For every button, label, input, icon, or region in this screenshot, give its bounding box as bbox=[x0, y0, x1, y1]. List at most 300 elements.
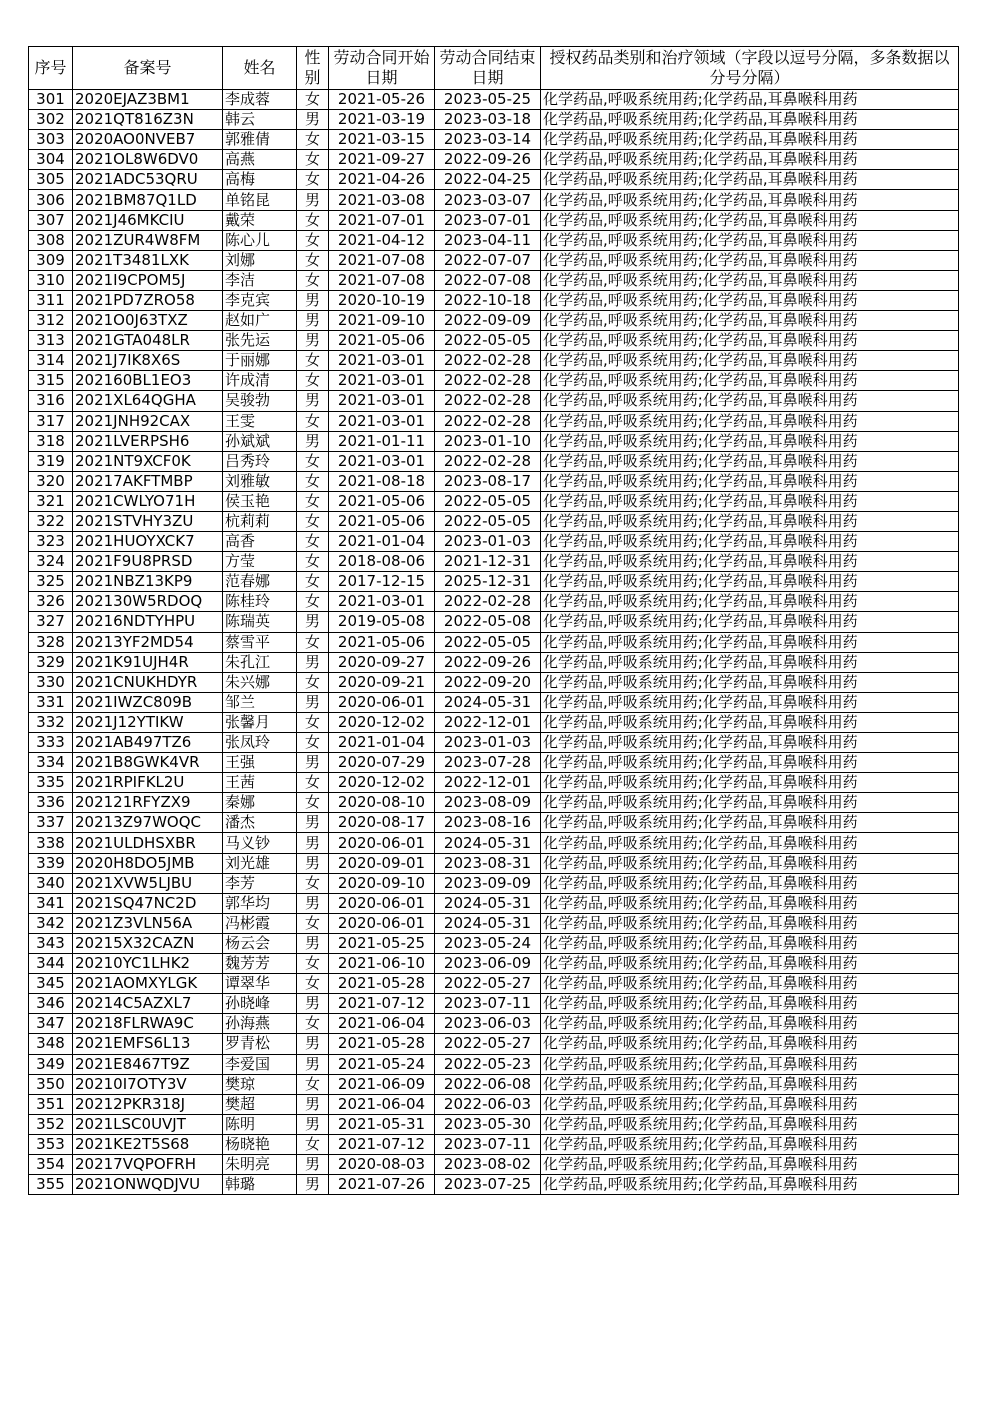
cell-drug-domain: 化学药品,呼吸系统用药;化学药品,耳鼻喉科用药 bbox=[541, 813, 959, 833]
cell-contract-start: 2020-07-29 bbox=[329, 753, 435, 773]
cell-record-id: 2021T3481LXK bbox=[73, 250, 223, 270]
cell-contract-end: 2024-05-31 bbox=[435, 692, 541, 712]
cell-name: 冯彬霞 bbox=[223, 913, 297, 933]
cell-contract-end: 2022-02-28 bbox=[435, 351, 541, 371]
cell-name: 赵如广 bbox=[223, 311, 297, 331]
table-row bbox=[29, 190, 959, 210]
cell-no: 343 bbox=[29, 933, 73, 953]
cell-gender: 男 bbox=[297, 893, 329, 913]
cell-contract-start: 2021-06-09 bbox=[329, 1074, 435, 1094]
cell-contract-start: 2020-09-10 bbox=[329, 873, 435, 893]
cell-name: 李洁 bbox=[223, 270, 297, 290]
cell-contract-start: 2021-05-28 bbox=[329, 974, 435, 994]
cell-gender: 男 bbox=[297, 1034, 329, 1054]
cell-contract-end: 2022-12-01 bbox=[435, 712, 541, 732]
cell-record-id: 2021CNUKHDYR bbox=[73, 672, 223, 692]
cell-drug-domain: 化学药品,呼吸系统用药;化学药品,耳鼻喉科用药 bbox=[541, 994, 959, 1014]
table-row bbox=[29, 753, 959, 773]
cell-name: 孙斌斌 bbox=[223, 431, 297, 451]
cell-gender: 女 bbox=[297, 150, 329, 170]
cell-drug-domain: 化学药品,呼吸系统用药;化学药品,耳鼻喉科用药 bbox=[541, 190, 959, 210]
cell-drug-domain: 化学药品,呼吸系统用药;化学药品,耳鼻喉科用药 bbox=[541, 331, 959, 351]
cell-contract-end: 2022-02-28 bbox=[435, 411, 541, 431]
cell-record-id: 2021GTA048LR bbox=[73, 331, 223, 351]
cell-no: 354 bbox=[29, 1154, 73, 1174]
cell-name: 李芳 bbox=[223, 873, 297, 893]
cell-record-id: 202160BL1EO3 bbox=[73, 371, 223, 391]
cell-contract-start: 2019-05-08 bbox=[329, 612, 435, 632]
cell-contract-end: 2022-05-05 bbox=[435, 511, 541, 531]
cell-no: 309 bbox=[29, 250, 73, 270]
cell-contract-start: 2020-09-01 bbox=[329, 853, 435, 873]
cell-gender: 男 bbox=[297, 1154, 329, 1174]
cell-contract-start: 2020-06-01 bbox=[329, 833, 435, 853]
cell-name: 方莹 bbox=[223, 552, 297, 572]
cell-drug-domain: 化学药品,呼吸系统用药;化学药品,耳鼻喉科用药 bbox=[541, 572, 959, 592]
cell-record-id: 2021E8467T9Z bbox=[73, 1054, 223, 1074]
cell-name: 李爱国 bbox=[223, 1054, 297, 1074]
cell-no: 338 bbox=[29, 833, 73, 853]
cell-contract-end: 2023-07-28 bbox=[435, 753, 541, 773]
cell-record-id: 2020AO0NVEB7 bbox=[73, 130, 223, 150]
cell-contract-end: 2023-07-01 bbox=[435, 210, 541, 230]
cell-gender: 男 bbox=[297, 652, 329, 672]
cell-no: 307 bbox=[29, 210, 73, 230]
cell-gender: 女 bbox=[297, 451, 329, 471]
table-row bbox=[29, 873, 959, 893]
cell-record-id: 2021J46MKCIU bbox=[73, 210, 223, 230]
cell-name: 马义钞 bbox=[223, 833, 297, 853]
cell-contract-start: 2021-03-01 bbox=[329, 451, 435, 471]
cell-record-id: 2020EJAZ3BM1 bbox=[73, 90, 223, 110]
cell-contract-end: 2024-05-31 bbox=[435, 913, 541, 933]
cell-contract-start: 2021-03-08 bbox=[329, 190, 435, 210]
cell-contract-end: 2022-05-05 bbox=[435, 331, 541, 351]
cell-drug-domain: 化学药品,呼吸系统用药;化学药品,耳鼻喉科用药 bbox=[541, 431, 959, 451]
header-no: 序号 bbox=[29, 47, 73, 90]
cell-contract-end: 2023-01-03 bbox=[435, 733, 541, 753]
table-row bbox=[29, 411, 959, 431]
cell-no: 311 bbox=[29, 290, 73, 310]
table-row bbox=[29, 1134, 959, 1154]
cell-gender: 女 bbox=[297, 1134, 329, 1154]
record-table bbox=[28, 46, 959, 1195]
cell-record-id: 20210I7OTY3V bbox=[73, 1074, 223, 1094]
cell-record-id: 202130W5RDOQ bbox=[73, 592, 223, 612]
cell-contract-start: 2020-09-27 bbox=[329, 652, 435, 672]
cell-drug-domain: 化学药品,呼吸系统用药;化学药品,耳鼻喉科用药 bbox=[541, 793, 959, 813]
cell-record-id: 2021CWLYO71H bbox=[73, 491, 223, 511]
cell-name: 郭雅倩 bbox=[223, 130, 297, 150]
cell-gender: 女 bbox=[297, 130, 329, 150]
cell-contract-end: 2023-08-09 bbox=[435, 793, 541, 813]
cell-contract-start: 2020-06-01 bbox=[329, 893, 435, 913]
cell-no: 353 bbox=[29, 1134, 73, 1154]
cell-gender: 男 bbox=[297, 311, 329, 331]
cell-gender: 女 bbox=[297, 672, 329, 692]
cell-drug-domain: 化学药品,呼吸系统用药;化学药品,耳鼻喉科用药 bbox=[541, 974, 959, 994]
cell-drug-domain: 化学药品,呼吸系统用药;化学药品,耳鼻喉科用药 bbox=[541, 1114, 959, 1134]
cell-record-id: 2021AB497TZ6 bbox=[73, 733, 223, 753]
cell-no: 320 bbox=[29, 471, 73, 491]
cell-gender: 女 bbox=[297, 210, 329, 230]
cell-no: 347 bbox=[29, 1014, 73, 1034]
cell-record-id: 2021AOMXYLGK bbox=[73, 974, 223, 994]
cell-contract-end: 2023-03-07 bbox=[435, 190, 541, 210]
cell-drug-domain: 化学药品,呼吸系统用药;化学药品,耳鼻喉科用药 bbox=[541, 733, 959, 753]
cell-name: 张馨月 bbox=[223, 712, 297, 732]
cell-gender: 女 bbox=[297, 270, 329, 290]
cell-no: 350 bbox=[29, 1074, 73, 1094]
cell-name: 樊琼 bbox=[223, 1074, 297, 1094]
table-row bbox=[29, 270, 959, 290]
cell-drug-domain: 化学药品,呼吸系统用药;化学药品,耳鼻喉科用药 bbox=[541, 712, 959, 732]
cell-contract-end: 2023-08-31 bbox=[435, 853, 541, 873]
cell-record-id: 2021J7IK8X6S bbox=[73, 351, 223, 371]
cell-drug-domain: 化学药品,呼吸系统用药;化学药品,耳鼻喉科用药 bbox=[541, 773, 959, 793]
cell-gender: 女 bbox=[297, 511, 329, 531]
cell-drug-domain: 化学药品,呼吸系统用药;化学药品,耳鼻喉科用药 bbox=[541, 311, 959, 331]
cell-no: 330 bbox=[29, 672, 73, 692]
cell-gender: 男 bbox=[297, 190, 329, 210]
table-row bbox=[29, 110, 959, 130]
cell-contract-start: 2021-03-01 bbox=[329, 391, 435, 411]
table-row bbox=[29, 90, 959, 110]
cell-no: 304 bbox=[29, 150, 73, 170]
cell-contract-end: 2022-04-25 bbox=[435, 170, 541, 190]
cell-name: 邹兰 bbox=[223, 692, 297, 712]
cell-record-id: 20213Z97WOQC bbox=[73, 813, 223, 833]
cell-record-id: 2021K91UJH4R bbox=[73, 652, 223, 672]
cell-record-id: 2021STVHY3ZU bbox=[73, 511, 223, 531]
cell-gender: 男 bbox=[297, 1114, 329, 1134]
cell-record-id: 2021F9U8PRSD bbox=[73, 552, 223, 572]
cell-name: 高香 bbox=[223, 532, 297, 552]
cell-contract-end: 2023-08-17 bbox=[435, 471, 541, 491]
cell-contract-end: 2022-05-05 bbox=[435, 491, 541, 511]
cell-record-id: 2021JNH92CAX bbox=[73, 411, 223, 431]
cell-contract-end: 2022-07-07 bbox=[435, 250, 541, 270]
cell-no: 349 bbox=[29, 1054, 73, 1074]
table-row bbox=[29, 150, 959, 170]
cell-no: 335 bbox=[29, 773, 73, 793]
table-row bbox=[29, 311, 959, 331]
cell-record-id: 2021HUOYXCK7 bbox=[73, 532, 223, 552]
cell-record-id: 2021J12YTIKW bbox=[73, 712, 223, 732]
cell-record-id: 2021IWZC809B bbox=[73, 692, 223, 712]
cell-gender: 女 bbox=[297, 411, 329, 431]
cell-contract-start: 2020-12-02 bbox=[329, 773, 435, 793]
cell-name: 陈瑞英 bbox=[223, 612, 297, 632]
cell-gender: 女 bbox=[297, 913, 329, 933]
cell-gender: 女 bbox=[297, 974, 329, 994]
cell-name: 郭华均 bbox=[223, 893, 297, 913]
table-row bbox=[29, 391, 959, 411]
cell-contract-start: 2021-05-06 bbox=[329, 331, 435, 351]
table-row bbox=[29, 1074, 959, 1094]
table-row bbox=[29, 451, 959, 471]
cell-no: 302 bbox=[29, 110, 73, 130]
cell-gender: 男 bbox=[297, 933, 329, 953]
table-row bbox=[29, 170, 959, 190]
cell-contract-start: 2021-03-19 bbox=[329, 110, 435, 130]
cell-contract-start: 2021-01-04 bbox=[329, 733, 435, 753]
cell-no: 333 bbox=[29, 733, 73, 753]
table-row bbox=[29, 210, 959, 230]
cell-record-id: 2021KE2T5S68 bbox=[73, 1134, 223, 1154]
cell-name: 秦娜 bbox=[223, 793, 297, 813]
cell-no: 329 bbox=[29, 652, 73, 672]
cell-drug-domain: 化学药品,呼吸系统用药;化学药品,耳鼻喉科用药 bbox=[541, 1034, 959, 1054]
cell-contract-start: 2021-03-01 bbox=[329, 351, 435, 371]
cell-gender: 女 bbox=[297, 632, 329, 652]
cell-record-id: 2021NBZ13KP9 bbox=[73, 572, 223, 592]
cell-contract-end: 2022-07-08 bbox=[435, 270, 541, 290]
cell-no: 316 bbox=[29, 391, 73, 411]
cell-no: 303 bbox=[29, 130, 73, 150]
table-row bbox=[29, 1175, 959, 1195]
cell-drug-domain: 化学药品,呼吸系统用药;化学药品,耳鼻喉科用药 bbox=[541, 833, 959, 853]
table-row bbox=[29, 853, 959, 873]
cell-record-id: 2021LVERPSH6 bbox=[73, 431, 223, 451]
table-row bbox=[29, 913, 959, 933]
cell-no: 310 bbox=[29, 270, 73, 290]
table-row bbox=[29, 632, 959, 652]
cell-record-id: 2021ONWQDJVU bbox=[73, 1175, 223, 1195]
cell-name: 罗青松 bbox=[223, 1034, 297, 1054]
cell-record-id: 20213YF2MD54 bbox=[73, 632, 223, 652]
cell-record-id: 2021SQ47NC2D bbox=[73, 893, 223, 913]
cell-drug-domain: 化学药品,呼吸系统用药;化学药品,耳鼻喉科用药 bbox=[541, 150, 959, 170]
cell-record-id: 2021NT9XCF0K bbox=[73, 451, 223, 471]
cell-record-id: 2021PD7ZRO58 bbox=[73, 290, 223, 310]
cell-contract-end: 2022-09-20 bbox=[435, 672, 541, 692]
cell-drug-domain: 化学药品,呼吸系统用药;化学药品,耳鼻喉科用药 bbox=[541, 632, 959, 652]
cell-contract-start: 2020-10-19 bbox=[329, 290, 435, 310]
cell-contract-start: 2021-07-12 bbox=[329, 994, 435, 1014]
cell-drug-domain: 化学药品,呼吸系统用药;化学药品,耳鼻喉科用药 bbox=[541, 612, 959, 632]
cell-name: 韩璐 bbox=[223, 1175, 297, 1195]
cell-contract-start: 2020-08-17 bbox=[329, 813, 435, 833]
cell-contract-end: 2025-12-31 bbox=[435, 572, 541, 592]
cell-contract-start: 2021-07-26 bbox=[329, 1175, 435, 1195]
cell-record-id: 2020H8DO5JMB bbox=[73, 853, 223, 873]
cell-gender: 男 bbox=[297, 833, 329, 853]
cell-no: 312 bbox=[29, 311, 73, 331]
cell-no: 348 bbox=[29, 1034, 73, 1054]
table-row bbox=[29, 371, 959, 391]
cell-name: 高梅 bbox=[223, 170, 297, 190]
cell-name: 张先运 bbox=[223, 331, 297, 351]
cell-contract-start: 2021-06-04 bbox=[329, 1014, 435, 1034]
cell-record-id: 2021LSC0UVJT bbox=[73, 1114, 223, 1134]
cell-drug-domain: 化学药品,呼吸系统用药;化学药品,耳鼻喉科用药 bbox=[541, 471, 959, 491]
cell-contract-end: 2023-07-11 bbox=[435, 1134, 541, 1154]
cell-no: 346 bbox=[29, 994, 73, 1014]
table-row bbox=[29, 1014, 959, 1034]
cell-drug-domain: 化学药品,呼吸系统用药;化学药品,耳鼻喉科用药 bbox=[541, 672, 959, 692]
table-row bbox=[29, 532, 959, 552]
cell-no: 334 bbox=[29, 753, 73, 773]
cell-no: 341 bbox=[29, 893, 73, 913]
table-row bbox=[29, 511, 959, 531]
cell-drug-domain: 化学药品,呼吸系统用药;化学药品,耳鼻喉科用药 bbox=[541, 1134, 959, 1154]
cell-drug-domain: 化学药品,呼吸系统用药;化学药品,耳鼻喉科用药 bbox=[541, 592, 959, 612]
cell-drug-domain: 化学药品,呼吸系统用药;化学药品,耳鼻喉科用药 bbox=[541, 913, 959, 933]
table-body bbox=[29, 90, 959, 1195]
table-row bbox=[29, 592, 959, 612]
cell-name: 刘光雄 bbox=[223, 853, 297, 873]
cell-name: 孙海燕 bbox=[223, 1014, 297, 1034]
cell-gender: 女 bbox=[297, 90, 329, 110]
cell-drug-domain: 化学药品,呼吸系统用药;化学药品,耳鼻喉科用药 bbox=[541, 351, 959, 371]
cell-drug-domain: 化学药品,呼吸系统用药;化学药品,耳鼻喉科用药 bbox=[541, 230, 959, 250]
cell-contract-end: 2023-07-25 bbox=[435, 1175, 541, 1195]
table-row bbox=[29, 351, 959, 371]
cell-gender: 男 bbox=[297, 692, 329, 712]
cell-no: 337 bbox=[29, 813, 73, 833]
cell-drug-domain: 化学药品,呼吸系统用药;化学药品,耳鼻喉科用药 bbox=[541, 1054, 959, 1074]
cell-contract-start: 2021-04-26 bbox=[329, 170, 435, 190]
cell-no: 336 bbox=[29, 793, 73, 813]
cell-no: 318 bbox=[29, 431, 73, 451]
cell-contract-end: 2023-06-09 bbox=[435, 954, 541, 974]
cell-record-id: 2021XVW5LJBU bbox=[73, 873, 223, 893]
cell-contract-end: 2023-07-11 bbox=[435, 994, 541, 1014]
cell-name: 杨云会 bbox=[223, 933, 297, 953]
cell-no: 322 bbox=[29, 511, 73, 531]
table-row bbox=[29, 652, 959, 672]
cell-gender: 女 bbox=[297, 572, 329, 592]
table-row bbox=[29, 250, 959, 270]
cell-no: 325 bbox=[29, 572, 73, 592]
table-row bbox=[29, 974, 959, 994]
cell-gender: 女 bbox=[297, 733, 329, 753]
cell-gender: 男 bbox=[297, 110, 329, 130]
cell-contract-end: 2023-04-11 bbox=[435, 230, 541, 250]
cell-contract-start: 2021-01-11 bbox=[329, 431, 435, 451]
cell-contract-start: 2021-05-06 bbox=[329, 491, 435, 511]
cell-name: 刘娜 bbox=[223, 250, 297, 270]
cell-record-id: 20216NDTYHPU bbox=[73, 612, 223, 632]
cell-name: 潘杰 bbox=[223, 813, 297, 833]
cell-name: 杭莉莉 bbox=[223, 511, 297, 531]
cell-drug-domain: 化学药品,呼吸系统用药;化学药品,耳鼻喉科用药 bbox=[541, 1094, 959, 1114]
cell-name: 戴荣 bbox=[223, 210, 297, 230]
cell-contract-start: 2021-06-10 bbox=[329, 954, 435, 974]
cell-drug-domain: 化学药品,呼吸系统用药;化学药品,耳鼻喉科用药 bbox=[541, 210, 959, 230]
cell-record-id: 2021RPIFKL2U bbox=[73, 773, 223, 793]
cell-gender: 女 bbox=[297, 491, 329, 511]
cell-gender: 男 bbox=[297, 1175, 329, 1195]
cell-name: 朱兴娜 bbox=[223, 672, 297, 692]
cell-contract-end: 2022-09-26 bbox=[435, 150, 541, 170]
cell-gender: 男 bbox=[297, 612, 329, 632]
cell-contract-end: 2023-05-30 bbox=[435, 1114, 541, 1134]
cell-contract-end: 2023-01-10 bbox=[435, 431, 541, 451]
table-row bbox=[29, 1054, 959, 1074]
cell-drug-domain: 化学药品,呼吸系统用药;化学药品,耳鼻喉科用药 bbox=[541, 270, 959, 290]
cell-name: 陈明 bbox=[223, 1114, 297, 1134]
table-row bbox=[29, 230, 959, 250]
cell-contract-start: 2020-08-03 bbox=[329, 1154, 435, 1174]
cell-record-id: 20217VQPOFRH bbox=[73, 1154, 223, 1174]
header-name: 姓名 bbox=[223, 47, 297, 90]
cell-no: 315 bbox=[29, 371, 73, 391]
cell-gender: 女 bbox=[297, 592, 329, 612]
cell-contract-end: 2022-05-27 bbox=[435, 1034, 541, 1054]
cell-name: 陈心儿 bbox=[223, 230, 297, 250]
cell-gender: 男 bbox=[297, 813, 329, 833]
cell-record-id: 202121RFYZX9 bbox=[73, 793, 223, 813]
cell-contract-start: 2021-05-25 bbox=[329, 933, 435, 953]
table-row bbox=[29, 552, 959, 572]
cell-gender: 女 bbox=[297, 873, 329, 893]
cell-contract-start: 2017-12-15 bbox=[329, 572, 435, 592]
cell-contract-start: 2021-07-08 bbox=[329, 250, 435, 270]
cell-gender: 男 bbox=[297, 994, 329, 1014]
cell-drug-domain: 化学药品,呼吸系统用药;化学药品,耳鼻喉科用药 bbox=[541, 692, 959, 712]
cell-contract-start: 2021-03-01 bbox=[329, 592, 435, 612]
table-row bbox=[29, 431, 959, 451]
cell-record-id: 2021ZUR4W8FM bbox=[73, 230, 223, 250]
cell-drug-domain: 化学药品,呼吸系统用药;化学药品,耳鼻喉科用药 bbox=[541, 170, 959, 190]
cell-no: 306 bbox=[29, 190, 73, 210]
cell-gender: 男 bbox=[297, 1094, 329, 1114]
table-row bbox=[29, 692, 959, 712]
table-row bbox=[29, 1114, 959, 1134]
cell-drug-domain: 化学药品,呼吸系统用药;化学药品,耳鼻喉科用药 bbox=[541, 371, 959, 391]
cell-drug-domain: 化学药品,呼吸系统用药;化学药品,耳鼻喉科用药 bbox=[541, 130, 959, 150]
cell-name: 王强 bbox=[223, 753, 297, 773]
cell-contract-end: 2022-06-08 bbox=[435, 1074, 541, 1094]
table-row bbox=[29, 491, 959, 511]
cell-contract-end: 2024-05-31 bbox=[435, 893, 541, 913]
cell-name: 于丽娜 bbox=[223, 351, 297, 371]
cell-record-id: 20217AKFTMBP bbox=[73, 471, 223, 491]
cell-contract-end: 2022-02-28 bbox=[435, 592, 541, 612]
cell-no: 342 bbox=[29, 913, 73, 933]
cell-drug-domain: 化学药品,呼吸系统用药;化学药品,耳鼻喉科用药 bbox=[541, 491, 959, 511]
cell-contract-end: 2023-03-18 bbox=[435, 110, 541, 130]
cell-no: 308 bbox=[29, 230, 73, 250]
cell-no: 328 bbox=[29, 632, 73, 652]
cell-contract-end: 2024-05-31 bbox=[435, 833, 541, 853]
cell-gender: 女 bbox=[297, 471, 329, 491]
cell-no: 327 bbox=[29, 612, 73, 632]
cell-record-id: 2021QT816Z3N bbox=[73, 110, 223, 130]
cell-drug-domain: 化学药品,呼吸系统用药;化学药品,耳鼻喉科用药 bbox=[541, 511, 959, 531]
cell-gender: 男 bbox=[297, 1054, 329, 1074]
cell-drug-domain: 化学药品,呼吸系统用药;化学药品,耳鼻喉科用药 bbox=[541, 1074, 959, 1094]
cell-contract-start: 2021-01-04 bbox=[329, 532, 435, 552]
cell-drug-domain: 化学药品,呼吸系统用药;化学药品,耳鼻喉科用药 bbox=[541, 451, 959, 471]
cell-no: 331 bbox=[29, 692, 73, 712]
cell-gender: 男 bbox=[297, 753, 329, 773]
cell-contract-end: 2023-06-03 bbox=[435, 1014, 541, 1034]
cell-contract-end: 2023-03-14 bbox=[435, 130, 541, 150]
cell-contract-end: 2023-08-02 bbox=[435, 1154, 541, 1174]
cell-contract-end: 2022-09-26 bbox=[435, 652, 541, 672]
cell-record-id: 2021EMFS6L13 bbox=[73, 1034, 223, 1054]
cell-gender: 女 bbox=[297, 532, 329, 552]
cell-contract-start: 2018-08-06 bbox=[329, 552, 435, 572]
cell-drug-domain: 化学药品,呼吸系统用药;化学药品,耳鼻喉科用药 bbox=[541, 110, 959, 130]
cell-contract-start: 2021-03-01 bbox=[329, 371, 435, 391]
cell-record-id: 2021ADC53QRU bbox=[73, 170, 223, 190]
table-row bbox=[29, 672, 959, 692]
cell-drug-domain: 化学药品,呼吸系统用药;化学药品,耳鼻喉科用药 bbox=[541, 753, 959, 773]
